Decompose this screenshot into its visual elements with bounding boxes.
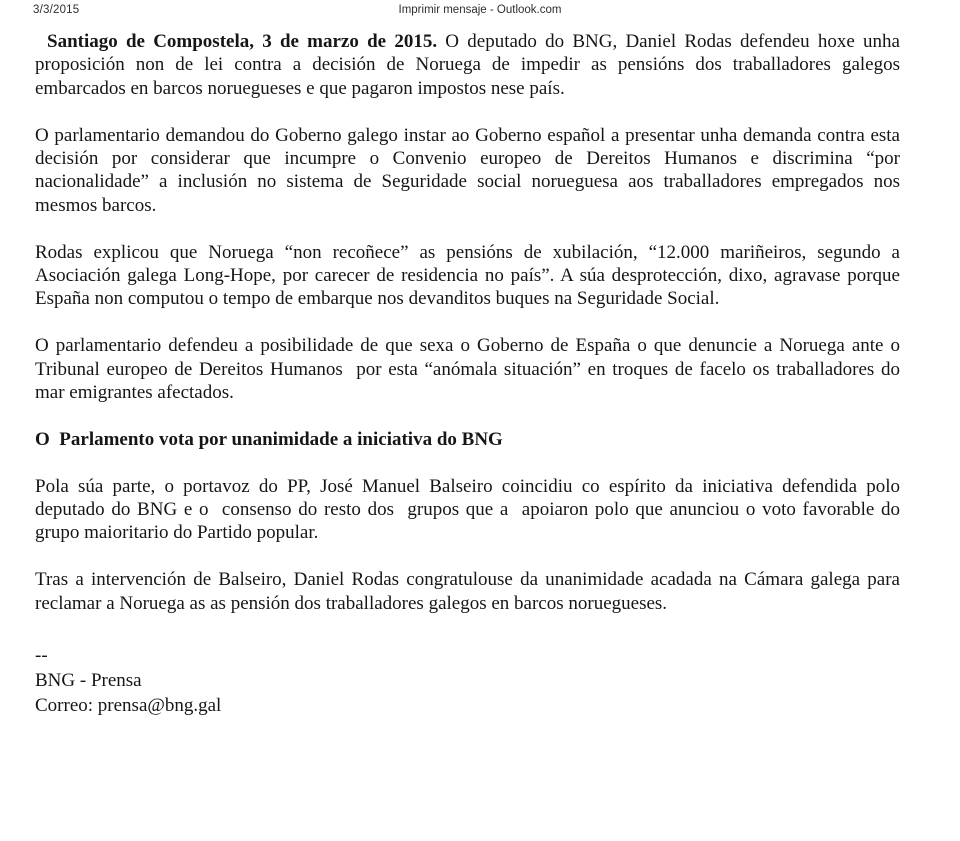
print-header xyxy=(0,0,960,30)
paragraph-dateline xyxy=(35,30,905,100)
signature-block xyxy=(35,643,900,718)
print-title: Imprimir mensaje - Outlook.com xyxy=(398,4,562,16)
section-heading: O Parlamento vota por unanimidade a iniciativa do BNG xyxy=(35,428,503,450)
signature-org: BNG - Prensa xyxy=(35,670,142,692)
email-document xyxy=(35,30,905,718)
signature-separator: -- xyxy=(35,645,48,667)
paragraph-3: Rodas explicou que Noruega “non recoñece” as pensións de xubilación, “12.000 mariñeiros, segundo a Asociación galega Long-Hope, por carecer de residencia no país”. A súa desprotección, dixo, agravase porque España non computou o tempo de embarque nos devanditos buques na Seguridade Social. xyxy=(35,241,905,310)
print-date: 3/3/2015 xyxy=(33,4,80,16)
paragraph-5: Pola súa parte, o portavoz do PP, José Manuel Balseiro coincidiu co espírito da iniciativa defendida polo deputado do BNG e o consenso do resto dos grupos que a apoiaron polo que anunciou o voto favorable do grupo maioritario do Partido popular. xyxy=(35,475,905,544)
paragraph-2: O parlamentario demandou do Goberno galego instar ao Goberno español a presentar unha demanda contra esta decisión por considerar que incumpre o Convenio europeo de Dereitos Humanos e discrimina “por nacionalidade” a inclusión no sistema de Seguridade social norueguesa aos traballadores empregados nos mesmos barcos. xyxy=(35,124,905,216)
dateline-bold: Santiago de Compostela, 3 de marzo de 2015. xyxy=(47,31,438,52)
signature-email: Correo: prensa@bng.gal xyxy=(35,695,222,717)
paragraph-6: Tras a intervención de Balseiro, Daniel Rodas congratulouse da unanimidade acadada na Cámara galega para reclamar a Noruega as as pensión dos traballadores galegos en barcos noruegueses. xyxy=(35,569,905,614)
paragraph-1-text: O deputado do BNG, Daniel Rodas defendeu hoxe unha proposición non de lei contra a decisión de Noruega de impedir as pensións dos traballadores galegos embarcados en barcos noruegueses e que pagaron impostos nese país. xyxy=(35,31,905,99)
paragraph-4: O parlamentario defendeu a posibilidade de que sexa o Goberno de España o que denuncie a Noruega ante o Tribunal europeo de Dereitos Humanos por esta “anómala situación” en troques de facelo os traballadores do mar emigrantes afectados. xyxy=(35,335,905,404)
